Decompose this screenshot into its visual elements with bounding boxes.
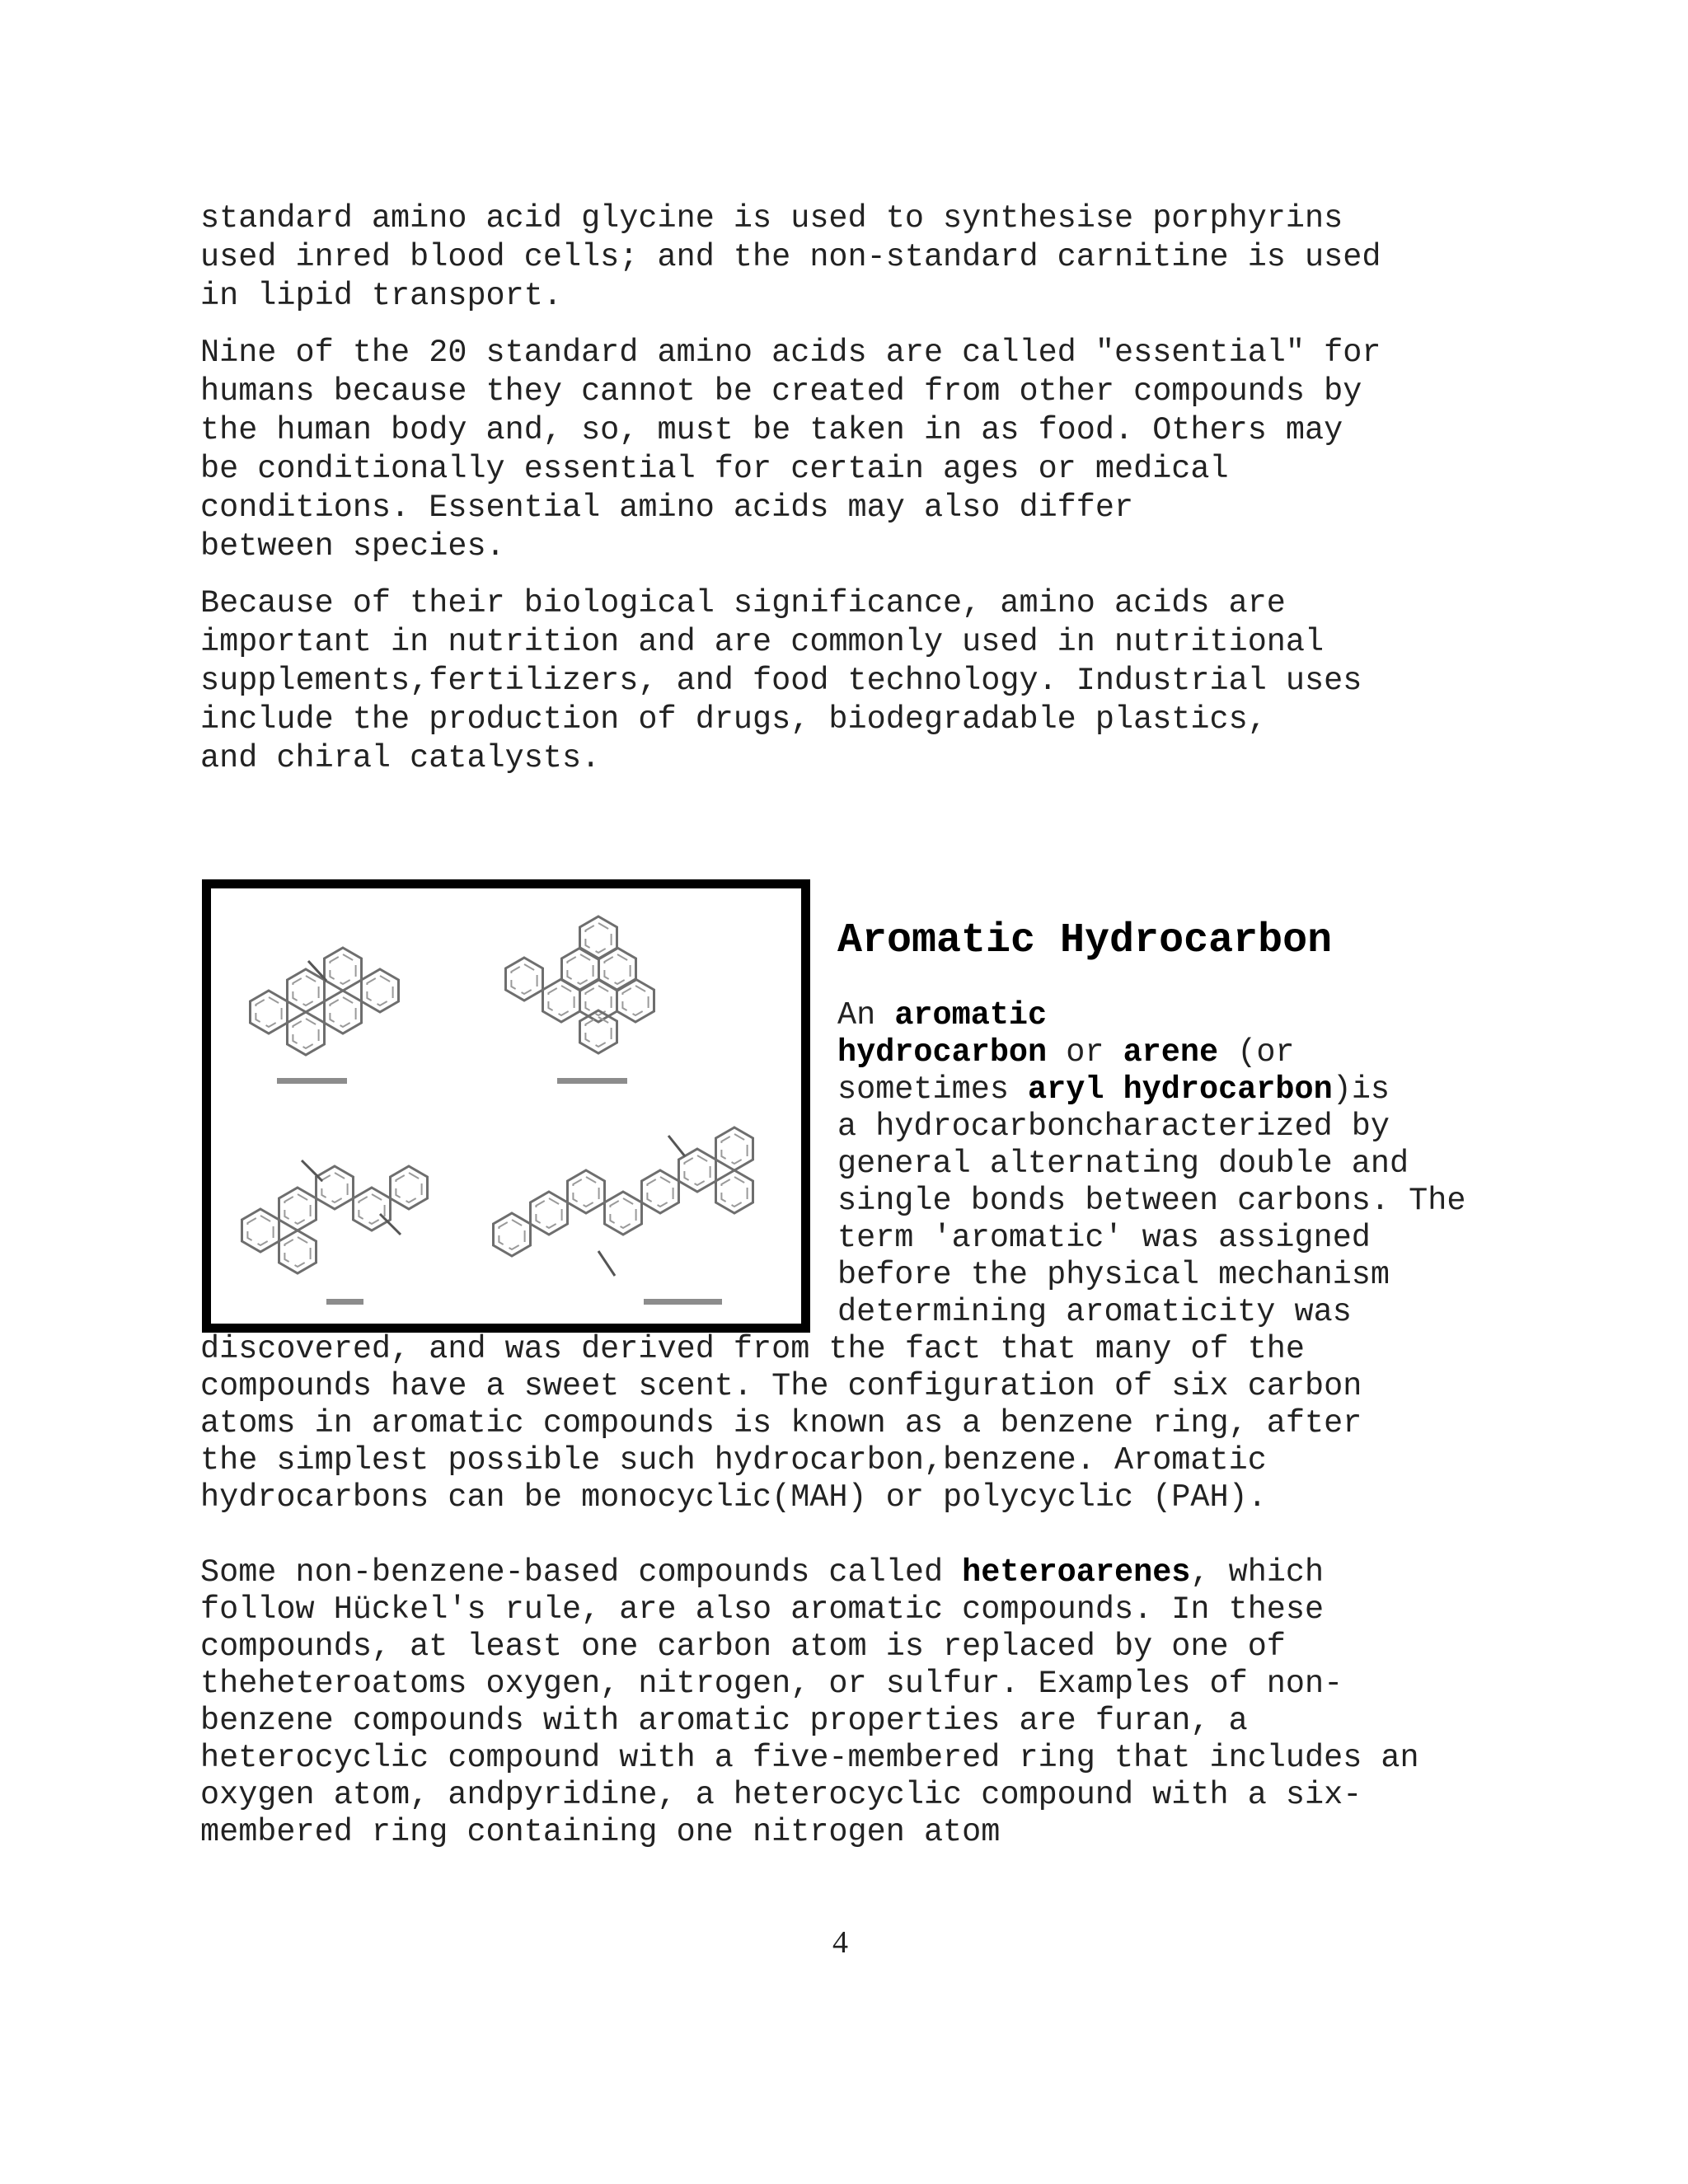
text-line: conditions. Essential amino acids may also differ — [200, 490, 1134, 526]
page-number: 4 — [832, 1925, 848, 1960]
text-run: sometimes — [837, 1071, 1029, 1108]
text-line: include the production of drugs, biodegradable plastics, — [200, 701, 1267, 738]
text-run: )is — [1332, 1071, 1390, 1108]
text-line: Because of their biological significance, amino acids are — [200, 585, 1286, 621]
text-line: and chiral catalysts. — [200, 740, 601, 776]
text-line: term 'aromatic' was assigned — [837, 1220, 1371, 1256]
text-line: humans because they cannot be created from other compounds by — [200, 373, 1362, 410]
bold-term: heteroarenes — [962, 1554, 1191, 1591]
text-run: Some non-benzene-based compounds called — [200, 1554, 963, 1591]
text-line: hydrocarbons can be monocyclic(MAH) or polycyclic (PAH). — [200, 1479, 1267, 1516]
text-line: a hydrocarboncharacterized by — [837, 1108, 1390, 1145]
text-line: the human body and, so, must be taken in as food. Others may — [200, 412, 1343, 448]
text-line: determining aromaticity was — [837, 1294, 1352, 1330]
text-line — [200, 1554, 1324, 1591]
text-line: benzene compounds with aromatic properties are furan, a — [200, 1703, 1248, 1739]
bold-term: aryl hydrocarbon — [1028, 1071, 1333, 1108]
bold-term: aromatic — [894, 997, 1048, 1033]
text-line: important in nutrition and are commonly used in nutritional — [200, 624, 1325, 660]
text-line: general alternating double and — [837, 1146, 1409, 1182]
text-line: oxygen atom, andpyridine, a heterocyclic compound with a six- — [200, 1777, 1362, 1813]
text-line: single bonds between carbons. The — [837, 1183, 1466, 1219]
molecule-bottom-right — [494, 1127, 753, 1305]
text-line: the simplest possible such hydrocarbon,benzene. Aromatic — [200, 1442, 1267, 1479]
text-run: (or — [1218, 1034, 1295, 1071]
text-run: or — [1047, 1034, 1123, 1071]
text-line: supplements,fertilizers, and food technology. Industrial uses — [200, 663, 1362, 699]
section-heading: Aromatic Hydrocarbon — [837, 917, 1333, 964]
text-line: theheteroatoms oxygen, nitrogen, or sulfur. Examples of non- — [200, 1666, 1343, 1702]
text-line — [837, 997, 1047, 1034]
text-line: Nine of the 20 standard amino acids are called "essential" for — [200, 335, 1381, 371]
text-line: between species. — [200, 528, 505, 565]
bold-term: hydrocarbon — [837, 1034, 1048, 1071]
text-line — [837, 1034, 1295, 1071]
text-line: be conditionally essential for certain ages or medical — [200, 451, 1229, 487]
text-line: used inred blood cells; and the non-standard carnitine is used — [200, 239, 1381, 275]
text-line: in lipid transport. — [200, 278, 562, 314]
text-line: compounds, at least one carbon atom is replaced by one of — [200, 1629, 1286, 1665]
pah-structures-figure — [202, 879, 810, 1333]
text-line — [837, 1071, 1390, 1108]
text-line: atoms in aromatic compounds is known as a benzene ring, after — [200, 1405, 1362, 1441]
text-run: An — [837, 997, 895, 1033]
molecule-top-right — [506, 916, 654, 1084]
bold-term: arene — [1123, 1034, 1219, 1071]
text-run: , which — [1190, 1554, 1325, 1591]
molecule-drawings — [211, 888, 801, 1324]
text-line: heterocyclic compound with a five-membered ring that includes an — [200, 1740, 1419, 1776]
text-line: before the physical mechanism — [837, 1257, 1390, 1293]
text-line: follow Hückel's rule, are also aromatic compounds. In these — [200, 1591, 1325, 1628]
text-line: compounds have a sweet scent. The configuration of six carbon — [200, 1368, 1362, 1404]
text-line: discovered, and was derived from the fact that many of the — [200, 1331, 1306, 1367]
molecule-bottom-left — [242, 1160, 428, 1305]
text-line: membered ring containing one nitrogen atom — [200, 1814, 1001, 1850]
molecule-top-left — [251, 948, 399, 1084]
text-line: standard amino acid glycine is used to synthesise porphyrins — [200, 200, 1343, 237]
